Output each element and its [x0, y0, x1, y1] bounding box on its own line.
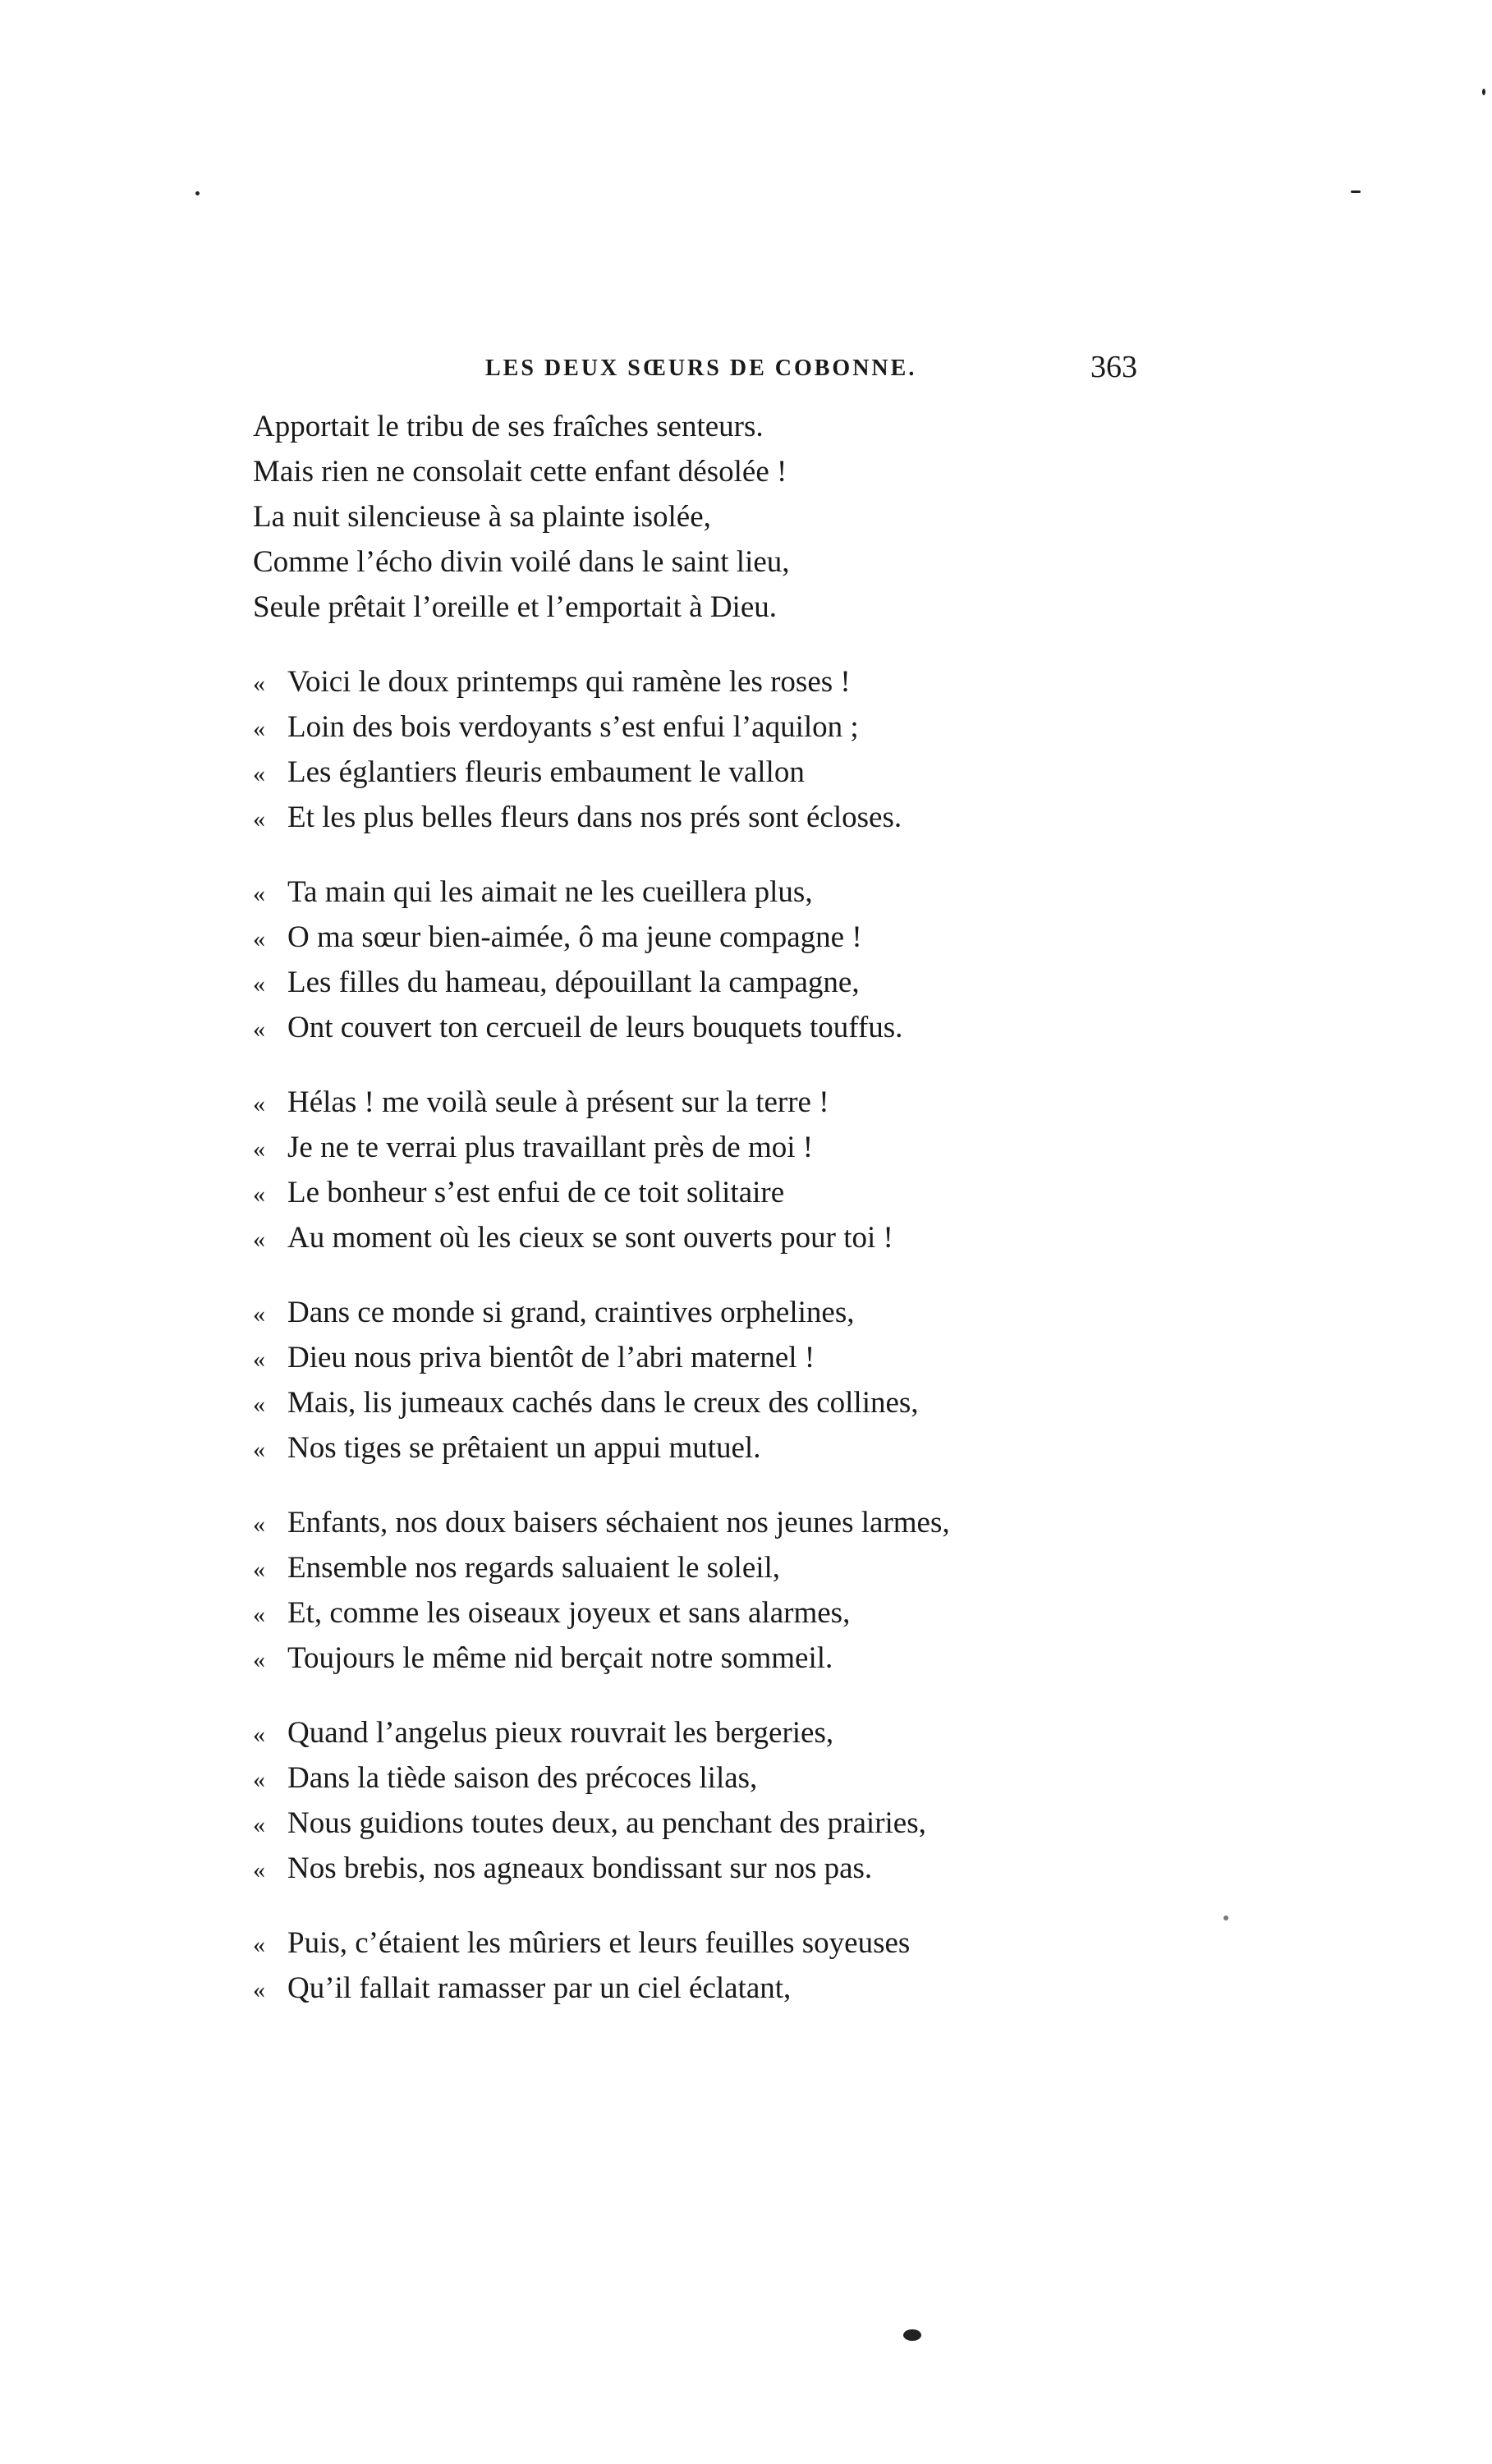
page-number: 363: [1090, 350, 1137, 384]
quote-mark: «: [253, 1511, 265, 1538]
verse-text: Hélas ! me voilà seule à présent sur la terre !: [287, 1085, 829, 1119]
stanza: [253, 659, 1238, 840]
quote-mark: «: [253, 1766, 265, 1793]
verse-text: Qu’il fallait ramasser par un ciel éclatant,: [287, 1971, 792, 2005]
verse-text: Mais, lis jumeaux cachés dans le creux des collines,: [287, 1386, 919, 1420]
verse-text: Enfants, nos doux baisers séchaient nos jeunes larmes,: [287, 1506, 950, 1539]
quote-mark: «: [253, 1976, 265, 2003]
quote-mark: «: [253, 760, 265, 787]
verse-line: [253, 915, 1238, 960]
quote-mark: «: [253, 1181, 265, 1208]
verse-line: [253, 960, 1238, 1005]
quote-mark: «: [253, 670, 265, 697]
verse-line: [253, 449, 1238, 494]
quote-mark: «: [253, 1016, 265, 1043]
verse-line: [253, 750, 1238, 795]
verse-text: Ont couvert ton cercueil de leurs bouquets touffus.: [287, 1011, 903, 1044]
stanza: [253, 1290, 1238, 1471]
quote-mark: «: [253, 1646, 265, 1673]
quote-mark: «: [253, 1436, 265, 1463]
verse-text: Le bonheur s’est enfui de ce toit solitaire: [287, 1176, 785, 1209]
stanza: [253, 1920, 1238, 2011]
verse-line: [253, 1636, 1238, 1681]
verse-line: [253, 1215, 1238, 1260]
quote-mark: «: [253, 1136, 265, 1163]
verse-line: [253, 1335, 1238, 1380]
verse-text: Seule prêtait l’oreille et l’emportait à Dieu.: [253, 590, 777, 624]
quote-mark: «: [253, 1090, 265, 1117]
verse-line: [253, 1425, 1238, 1471]
running-title: LES DEUX SŒURS DE COBONNE.: [485, 356, 917, 381]
ink-speck: [1351, 190, 1361, 193]
verse-line: [253, 870, 1238, 915]
verse-line: [253, 1966, 1238, 2011]
verse-text: Comme l’écho divin voilé dans le saint lieu,: [253, 545, 790, 579]
verse-line: [253, 1005, 1238, 1050]
verse-text: Nous guidions toutes deux, au penchant des prairies,: [287, 1806, 926, 1840]
verse-text: Voici le doux printemps qui ramène les roses !: [287, 665, 851, 699]
verse-text: O ma sœur bien-aimée, ô ma jeune compagne !: [287, 920, 862, 954]
verse-text: Loin des bois verdoyants s’est enfui l’aquilon ;: [287, 710, 859, 744]
verse-text: Quand l’angelus pieux rouvrait les bergeries,: [287, 1716, 834, 1750]
verse-line: [253, 1290, 1238, 1335]
verse-line: [253, 1755, 1238, 1801]
quote-mark: «: [253, 1721, 265, 1748]
ink-speck: [1482, 89, 1485, 95]
stanza: [253, 870, 1238, 1050]
verse-line: [253, 539, 1238, 585]
stanza: [253, 404, 1238, 630]
verse-text: Ta main qui les aimait ne les cueillera plus,: [287, 875, 813, 909]
quote-mark: «: [253, 880, 265, 907]
verse-text: Dans ce monde si grand, craintives orphelines,: [287, 1296, 855, 1329]
quote-mark: «: [253, 1856, 265, 1884]
verse-text: Les églantiers fleuris embaument le vallon: [287, 755, 805, 789]
verse-line: [253, 585, 1238, 630]
verse-line: [253, 1920, 1238, 1966]
verse-text: La nuit silencieuse à sa plainte isolée,: [253, 500, 711, 534]
verse-text: Nos brebis, nos agneaux bondissant sur nos pas.: [287, 1851, 873, 1885]
verse-line: [253, 1545, 1238, 1590]
ink-blot: [903, 2329, 921, 2341]
quote-mark: «: [253, 1346, 265, 1373]
verse-line: [253, 1380, 1238, 1425]
quote-mark: «: [253, 1391, 265, 1418]
verse-text: Nos tiges se prêtaient un appui mutuel.: [287, 1431, 761, 1465]
verse-line: [253, 1846, 1238, 1891]
ink-speck: [1223, 1916, 1228, 1920]
verse-line: [253, 1125, 1238, 1170]
ink-speck: [195, 191, 200, 195]
quote-mark: «: [253, 1301, 265, 1328]
verse-text: Les filles du hameau, dépouillant la campagne,: [287, 966, 860, 999]
quote-mark: «: [253, 970, 265, 998]
verse-line: [253, 659, 1238, 704]
verse-text: Apportait le tribu de ses fraîches senteurs.: [253, 410, 764, 443]
quote-mark: «: [253, 925, 265, 952]
verse-line: [253, 795, 1238, 840]
verse-text: Puis, c’étaient les mûriers et leurs feuilles soyeuses: [287, 1926, 911, 1960]
verse-text: Dans la tiède saison des précoces lilas,: [287, 1761, 758, 1795]
verse-line: [253, 404, 1238, 449]
running-head: [250, 349, 1154, 398]
verse-line: [253, 494, 1238, 539]
verse-line: [253, 1080, 1238, 1125]
quote-mark: «: [253, 805, 265, 833]
quote-mark: «: [253, 1931, 265, 1958]
quote-mark: «: [253, 1556, 265, 1583]
verse-text: Toujours le même nid berçait notre sommeil.: [287, 1641, 833, 1675]
stanza: [253, 1500, 1238, 1681]
verse-text: Dieu nous priva bientôt de l’abri maternel !: [287, 1341, 815, 1374]
verse-text: Et, comme les oiseaux joyeux et sans alarmes,: [287, 1596, 851, 1630]
verse-text: Ensemble nos regards saluaient le soleil,: [287, 1551, 781, 1585]
quote-mark: «: [253, 1601, 265, 1628]
quote-mark: «: [253, 1226, 265, 1253]
verse-line: [253, 1801, 1238, 1846]
verse-line: [253, 1500, 1238, 1545]
verse-line: [253, 1710, 1238, 1755]
verse-line: [253, 1170, 1238, 1215]
stanza: [253, 1710, 1238, 1891]
verse-line: [253, 704, 1238, 750]
verse-line: [253, 1590, 1238, 1636]
verse-text: Mais rien ne consolait cette enfant désolée !: [253, 455, 787, 489]
quote-mark: «: [253, 1811, 265, 1838]
poem-body: [253, 404, 1238, 2040]
quote-mark: «: [253, 715, 265, 742]
stanza: [253, 1080, 1238, 1260]
verse-text: Et les plus belles fleurs dans nos prés sont écloses.: [287, 801, 902, 834]
verse-text: Je ne te verrai plus travaillant près de moi !: [287, 1131, 814, 1164]
verse-text: Au moment où les cieux se sont ouverts pour toi !: [287, 1221, 893, 1255]
